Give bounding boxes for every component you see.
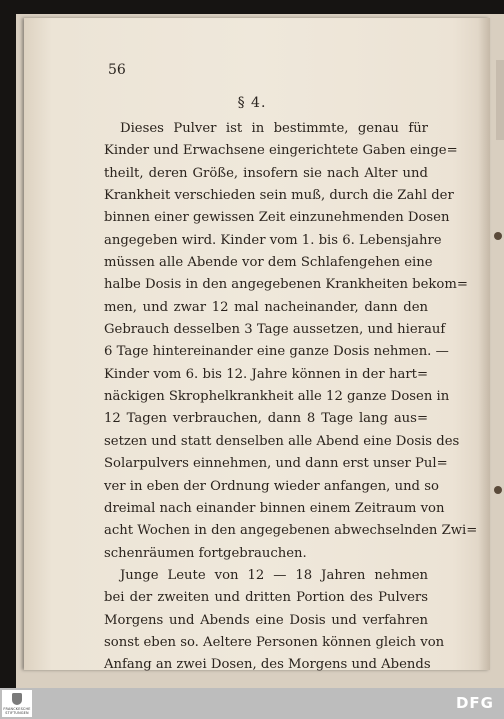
text-line: ver in eben der Ordnung wieder anfangen, und so (104, 478, 439, 494)
text-line: Dieses Pulver ist in bestimmte, genau für (120, 121, 428, 136)
section-heading: § 4. (237, 95, 267, 111)
text-line: 12 Tagen verbrauchen, dann 8 Tage lang aus= (104, 411, 428, 427)
text-line: halbe Dosis in den angegebenen Krankheiten bekom= (104, 277, 468, 293)
text-line: Kinder und Erwachsene eingerichtete Gaben einge= (104, 143, 458, 159)
text-line: acht Wochen in den angegebenen abwechselnden Zwi= (104, 523, 478, 539)
binding-mark (494, 486, 502, 494)
text-line: Krankheit verschieden sein muß, durch die Zahl der (104, 188, 454, 204)
franckesche-stiftungen-logo[interactable] (2, 690, 32, 717)
text-line: dreimal nach einander binnen einem Zeitraum von (104, 500, 445, 516)
text-line: Solarpulvers einnehmen, und dann erst unser Pul= (104, 456, 448, 472)
page-edge-shadow (478, 18, 490, 670)
shield-icon (12, 693, 22, 705)
text-line: Morgens und Abends eine Dosis und verfahren (104, 612, 428, 628)
text-line: schenräumen fortgebrauchen. (104, 545, 307, 561)
text-line: näckigen Skrophelkrankheit alle 12 ganze Dosen in (104, 389, 450, 405)
dfg-logo[interactable]: DFG (455, 694, 494, 712)
text-line: Gebrauch desselben 3 Tage aussetzen, und hierauf (104, 322, 446, 338)
text-line: Junge Leute von 12 — 18 Jahren nehmen (120, 567, 428, 583)
text-line: theilt, deren Größe, insofern sie nach Alter und (104, 165, 428, 181)
text-line: sonst eben so. Aeltere Personen können gleich von (104, 634, 445, 650)
text-line: men, und zwar 12 mal nacheinander, dann den (104, 299, 428, 315)
logo-label: FRANCKESCHE STIFTUNGEN (3, 707, 31, 715)
binding-mark (494, 232, 502, 240)
text-line: setzen und statt denselben alle Abend eine Dosis des (104, 433, 460, 449)
text-line: binnen einer gewissen Zeit einzunehmenden Dosen (104, 210, 450, 226)
text-line: 6 Tage hintereinander eine ganze Dosis nehmen. — (104, 344, 449, 360)
text-line: bei der zweiten und dritten Portion des Pulvers (104, 590, 428, 606)
body-text (104, 118, 478, 677)
page-number: 56 (108, 62, 126, 78)
text-line: Kinder vom 6. bis 12. Jahre können in der hart= (104, 366, 428, 382)
footer-bar (0, 688, 504, 719)
text-line: Anfang an zwei Dosen, des Morgens und Abends (104, 657, 431, 673)
text-line: angegeben wird. Kinder vom 1. bis 6. Lebensjahre (104, 232, 442, 248)
text-line: müssen alle Abende vor dem Schlafengehen eine (104, 255, 433, 271)
